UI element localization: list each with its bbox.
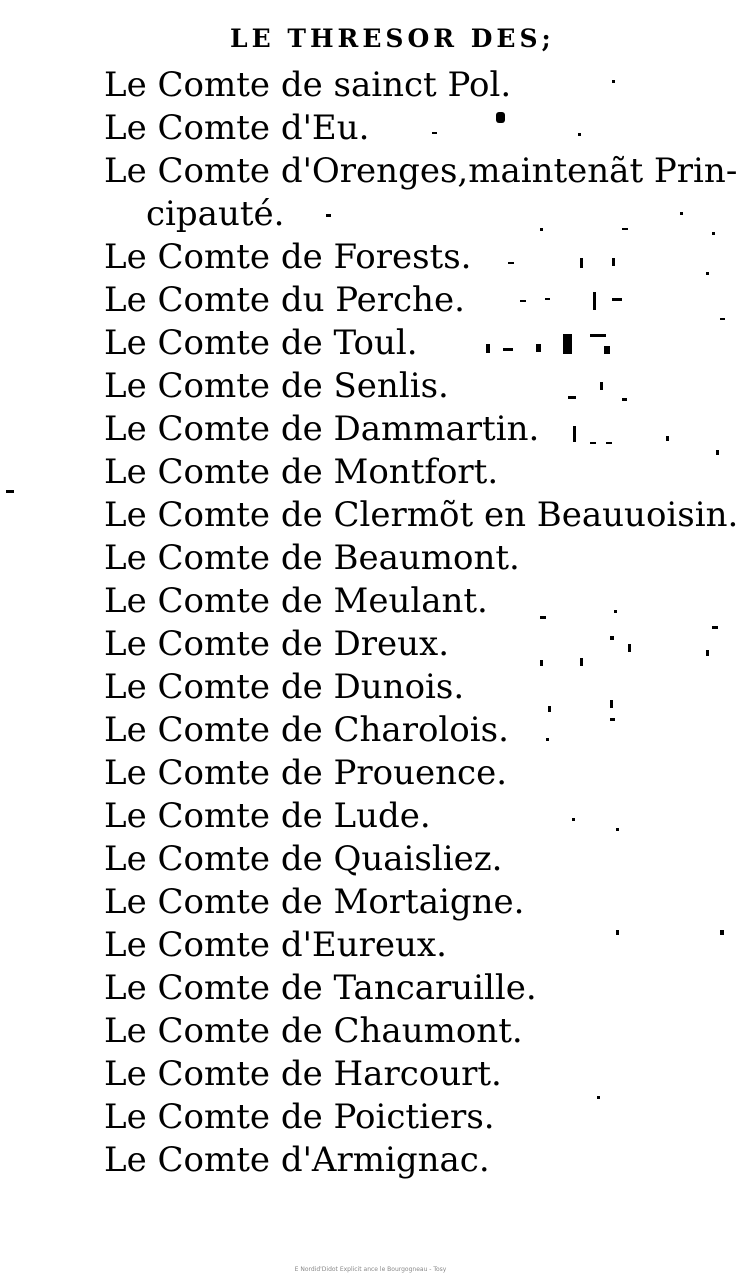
- list-item: Le Comte de Chaumont.: [104, 1011, 523, 1051]
- list-item: Le Comte de Dunois.: [104, 667, 465, 707]
- list-item: Le Comte de Forests.: [104, 237, 472, 277]
- list-item: Le Comte de Prouence.: [104, 753, 508, 793]
- list-item: Le Comte de Harcourt.: [104, 1054, 502, 1094]
- list-item: Le Comte de sainct Pol.: [104, 65, 512, 105]
- list-item: Le Comte de Montfort.: [104, 452, 499, 492]
- county-list: [104, 64, 738, 1182]
- list-item: Le Comte de Dammartin.: [104, 409, 540, 449]
- list-item: Le Comte de Lude.: [104, 796, 431, 836]
- scan-footer: E Nordid'Didot Explicit ance le Bourgogneau - Tosy: [294, 1266, 447, 1273]
- list-item: Le Comte de Mortaigne.: [104, 882, 525, 922]
- list-item: Le Comte de Senlis.: [104, 366, 449, 406]
- list-item: Le Comte d'Armignac.: [104, 1140, 490, 1180]
- list-item: Le Comte de Quaisliez.: [104, 839, 503, 879]
- list-item: Le Comte de Clermõt en Beauuoisin.: [104, 495, 739, 535]
- list-item: Le Comte de Dreux.: [104, 624, 450, 664]
- list-item: Le Comte de Charolois.: [104, 710, 509, 750]
- list-item: Le Comte d'Orenges,maintenãt Prin-: [104, 151, 738, 191]
- list-item: Le Comte d'Eureux.: [104, 925, 447, 965]
- list-item: Le Comte de Meulant.: [104, 581, 488, 621]
- list-item: Le Comte de Poictiers.: [104, 1097, 495, 1137]
- list-item: Le Comte d'Eu.: [104, 108, 370, 148]
- list-item: Le Comte du Perche.: [104, 280, 465, 320]
- list-item: Le Comte de Tancaruille.: [104, 968, 537, 1008]
- list-item: Le Comte de Toul.: [104, 323, 418, 363]
- list-item-continuation: cipauté.: [146, 194, 285, 234]
- running-head: LE THRESOR DES;: [230, 24, 555, 53]
- list-item: Le Comte de Beaumont.: [104, 538, 520, 578]
